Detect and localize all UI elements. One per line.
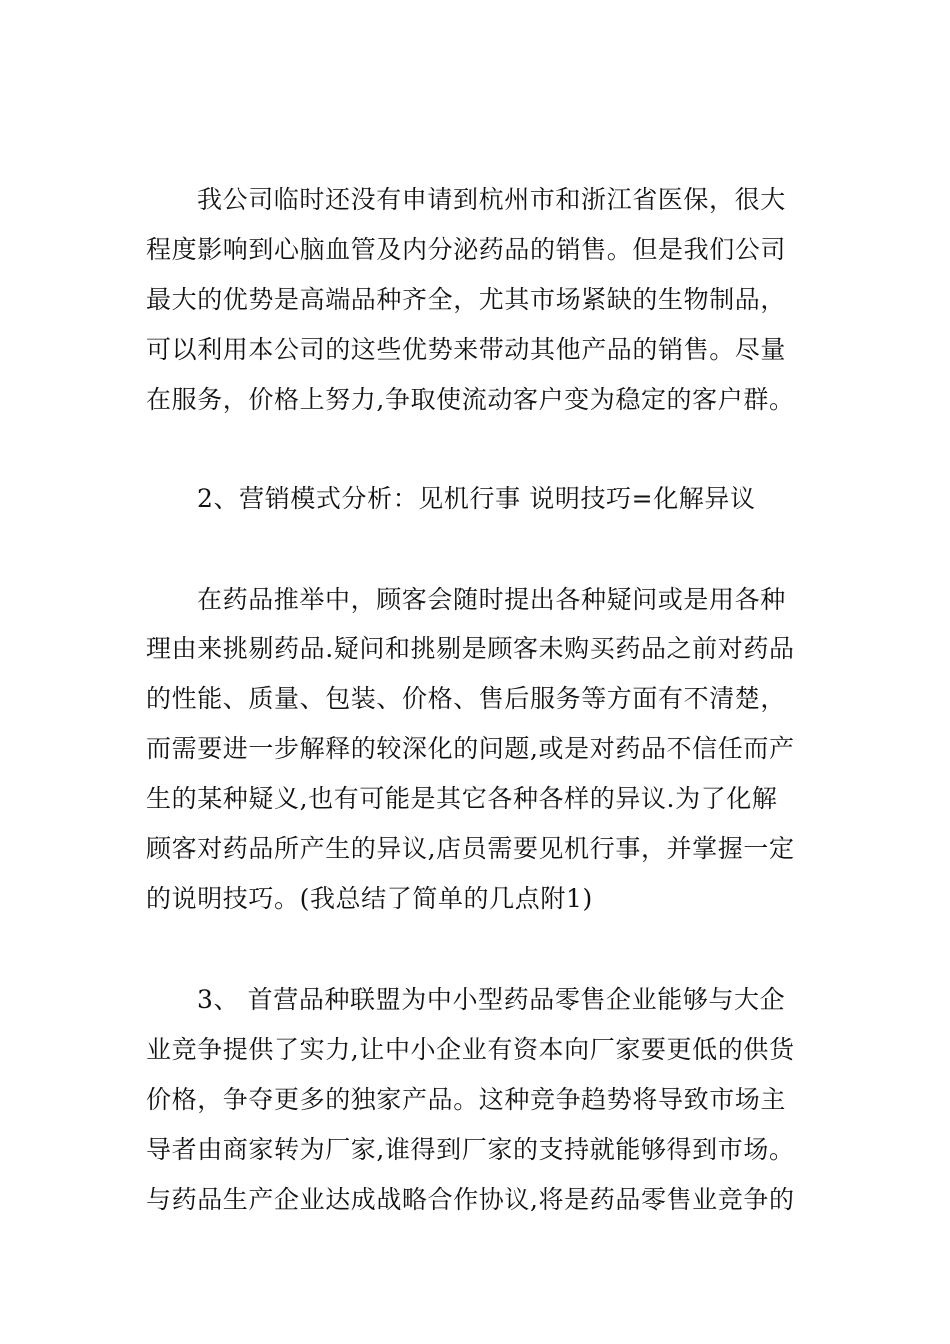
paragraph-1-line-1: 我公司临时还没有申请到杭州市和浙江省医保，很大 [197, 185, 786, 214]
paragraph-1-line-5: 在服务，价格上努力,争取使流动客户变为稳定的客户群。 [146, 385, 795, 414]
paragraph-2-line-1: 在药品推举中，顾客会随时提出各种疑问或是用各种 [197, 585, 786, 614]
paragraph-1-line-2: 程度影响到心脑血管及内分泌药品的销售。但是我们公司 [146, 235, 787, 264]
paragraph-2-line-6: 顾客对药品所产生的异议,店员需要见机行事，并掌握一定 [146, 834, 795, 863]
paragraph-3-line-5: 与药品生产企业达成战略合作协议,将是药品零售业竞争的 [146, 1185, 795, 1214]
paragraph-2-line-2: 理由来挑剔药品.疑问和挑剔是顾客未购买药品之前对药品 [146, 634, 795, 663]
paragraph-3-line-4: 导者由商家转为厂家,谁得到厂家的支持就能够得到市场。 [146, 1135, 795, 1164]
paragraph-3-line-2: 业竞争提供了实力,让中小企业有资本向厂家要更低的供货 [146, 1035, 795, 1064]
paragraph-3-line-3: 价格，争夺更多的独家产品。这种竞争趋势将导致市场主 [146, 1085, 787, 1114]
paragraph-2-line-3: 的性能、质量、包装、价格、售后服务等方面有不清楚， [146, 684, 787, 713]
section-heading-2: 2、营销模式分析：见机行事 说明技巧=化解异议 [197, 484, 756, 513]
paragraph-2-line-7: 的说明技巧。(我总结了简单的几点附1) [146, 884, 593, 913]
paragraph-2-line-4: 而需要进一步解释的较深化的问题,或是对药品不信任而产 [146, 734, 795, 763]
paragraph-1-line-3: 最大的优势是高端品种齐全，尤其市场紧缺的生物制品， [146, 285, 787, 314]
paragraph-1-line-4: 可以利用本公司的这些优势来带动其他产品的销售。尽量 [146, 335, 787, 364]
paragraph-3-line-1: 3、 首营品种联盟为中小型药品零售企业能够与大企 [197, 985, 786, 1014]
paragraph-2-line-5: 生的某种疑义,也有可能是其它各种各样的异议.为了化解 [146, 784, 778, 813]
